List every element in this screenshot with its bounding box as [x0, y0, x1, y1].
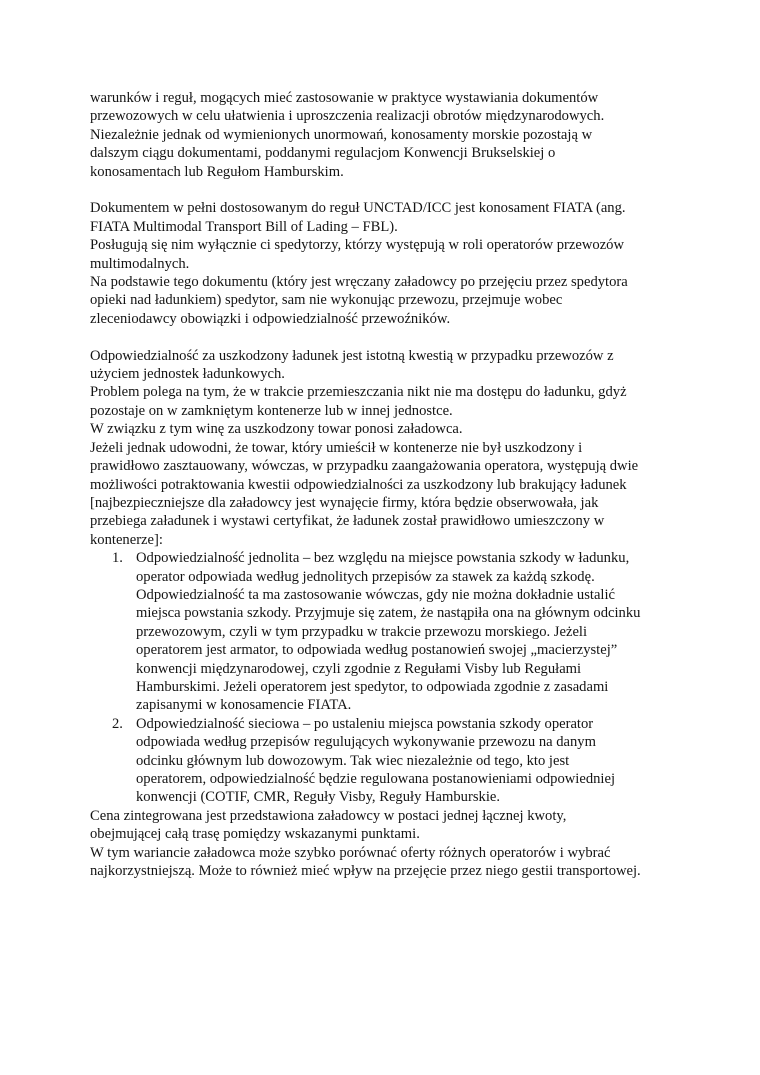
text-line: Odpowiedzialność za uszkodzony ładunek jest istotną kwestią w przypadku przewozów z [90, 347, 614, 364]
text-line: Jeżeli jednak udowodni, że towar, który umieścił w kontenerze nie był uszkodzony i [90, 439, 583, 456]
list-item [90, 549, 680, 715]
text-line: Cena zintegrowana jest przedstawiona załadowcy w postaci jednej łącznej kwoty, [90, 807, 567, 824]
text-line: użyciem jednostek ładunkowych. [90, 366, 285, 383]
list-number: 1. [112, 550, 123, 567]
text-line: miejsca powstania szkody. Przyjmuje się zatem, że nastąpiła ona na głównym odcinku [136, 605, 641, 622]
text-line: zleceniodawcy obowiązki i odpowiedzialność przewoźników. [90, 310, 451, 327]
paragraph-gap [90, 328, 680, 346]
list-item [90, 715, 680, 807]
text-line: prawidłowo zasztauowany, wówczas, w przypadku zaangażowania operatora, występują dwie [90, 458, 639, 475]
text-line: warunków i reguł, mogących mieć zastosowanie w praktyce wystawiania dokumentów [90, 90, 599, 106]
text-line: opieki nad ładunkiem) spedytor, sam nie wykonując przewozu, przejmuje wobec [90, 292, 563, 309]
paragraph-liability [90, 347, 680, 549]
text-line: [najbezpieczniejsze dla załadowcy jest wynajęcie firmy, która będzie obserwowała, jak [90, 494, 599, 511]
paragraph-conventions [90, 89, 680, 181]
list-number: 2. [112, 715, 123, 732]
text-line: przewozowym, czyli w tym przypadku w trakcie przewozu morskiego. Jeżeli [136, 623, 588, 640]
text-line: Dokumentem w pełni dostosowanym do reguł UNCTAD/ICC jest konosament FIATA (ang. [90, 200, 626, 217]
text-line: przewozowych w celu ułatwienia i uproszczenia realizacji obrotów międzynarodowych. [90, 108, 605, 125]
text-line: Problem polega na tym, że w trakcie przemieszczania nikt nie ma dostępu do ładunku, gdyż [90, 384, 627, 401]
text-line: multimodalnych. [90, 255, 190, 272]
text-line: najkorzystniejszą. Może to również mieć wpływ na przejęcie przez niego gestii transportowej. [90, 863, 641, 880]
text-line: konwencji (COTIF, CMR, Reguły Visby, Reguły Hamburskie. [136, 789, 500, 806]
text-line: operator odpowiada według jednolitych przepisów za stawek za każdą szkodę. [136, 568, 595, 585]
text-line: możliwości potraktowania kwestii odpowiedzialności za uszkodzony lub brakujący ładunek [90, 476, 627, 493]
text-line: konwencji międzynarodowej, czyli zgodnie z Regułami Visby lub Regułami [136, 660, 582, 677]
text-line: dalszym ciągu dokumentami, poddanymi regulacjom Konwencji Brukselskiej o [90, 145, 556, 162]
text-line: Hamburskimi. Jeżeli operatorem jest spedytor, to odpowiada zgodnie z zasadami [136, 678, 609, 695]
text-line: W tym wariancie załadowca może szybko porównać oferty różnych operatorów i wybrać [90, 844, 611, 861]
text-line: kontenerze]: [90, 531, 163, 548]
text-line: operatorem jest armator, to odpowiada według postanowień swojej „macierzystej” [136, 642, 618, 659]
text-line: W związku z tym winę za uszkodzony towar ponosi załadowca. [90, 421, 463, 438]
text-line: pozostaje on w zamkniętym kontenerze lub w innej jednostce. [90, 402, 453, 419]
text-line: Odpowiedzialność sieciowa – po ustaleniu miejsca powstania szkody operator [136, 715, 594, 732]
paragraph-fiata [90, 199, 680, 328]
paragraph-integrated-price [90, 807, 680, 881]
text-line: zapisanymi w konosamencie FIATA. [136, 697, 352, 714]
liability-types-list [90, 549, 680, 807]
text-line: przebiega załadunek i wystawi certyfikat, że ładunek został prawidłowo umieszczony w [90, 513, 605, 530]
document-page [90, 89, 680, 880]
text-line: Odpowiedzialność jednolita – bez względu na miejsce powstania szkody w ładunku, [136, 550, 630, 567]
text-line: FIATA Multimodal Transport Bill of Lading – FBL). [90, 218, 398, 235]
text-line: Niezależnie jednak od wymienionych unormowań, konosamenty morskie pozostają w [90, 126, 593, 143]
text-line: odpowiada według przepisów regulujących wykonywanie przewozu na danym [136, 734, 596, 751]
text-line: konosamentach lub Regułom Hamburskim. [90, 163, 344, 180]
text-line: odcinku głównym lub dowozowym. Tak wiec niezależnie od tego, kto jest [136, 752, 570, 769]
text-line: operatorem, odpowiedzialność będzie regulowana postanowieniami odpowiedniej [136, 771, 616, 787]
paragraph-gap [90, 181, 680, 199]
text-line: obejmującej całą trasę pomiędzy wskazanymi punktami. [90, 826, 420, 843]
text-line: Odpowiedzialność ta ma zastosowanie wówczas, gdy nie można dokładnie ustalić [136, 586, 616, 603]
text-line: Na podstawie tego dokumentu (który jest wręczany załadowcy po przejęciu przez spedytora [90, 274, 628, 291]
text-line: Posługują się nim wyłącznie ci spedytorzy, którzy występują w roli operatorów przewozów [90, 237, 625, 254]
